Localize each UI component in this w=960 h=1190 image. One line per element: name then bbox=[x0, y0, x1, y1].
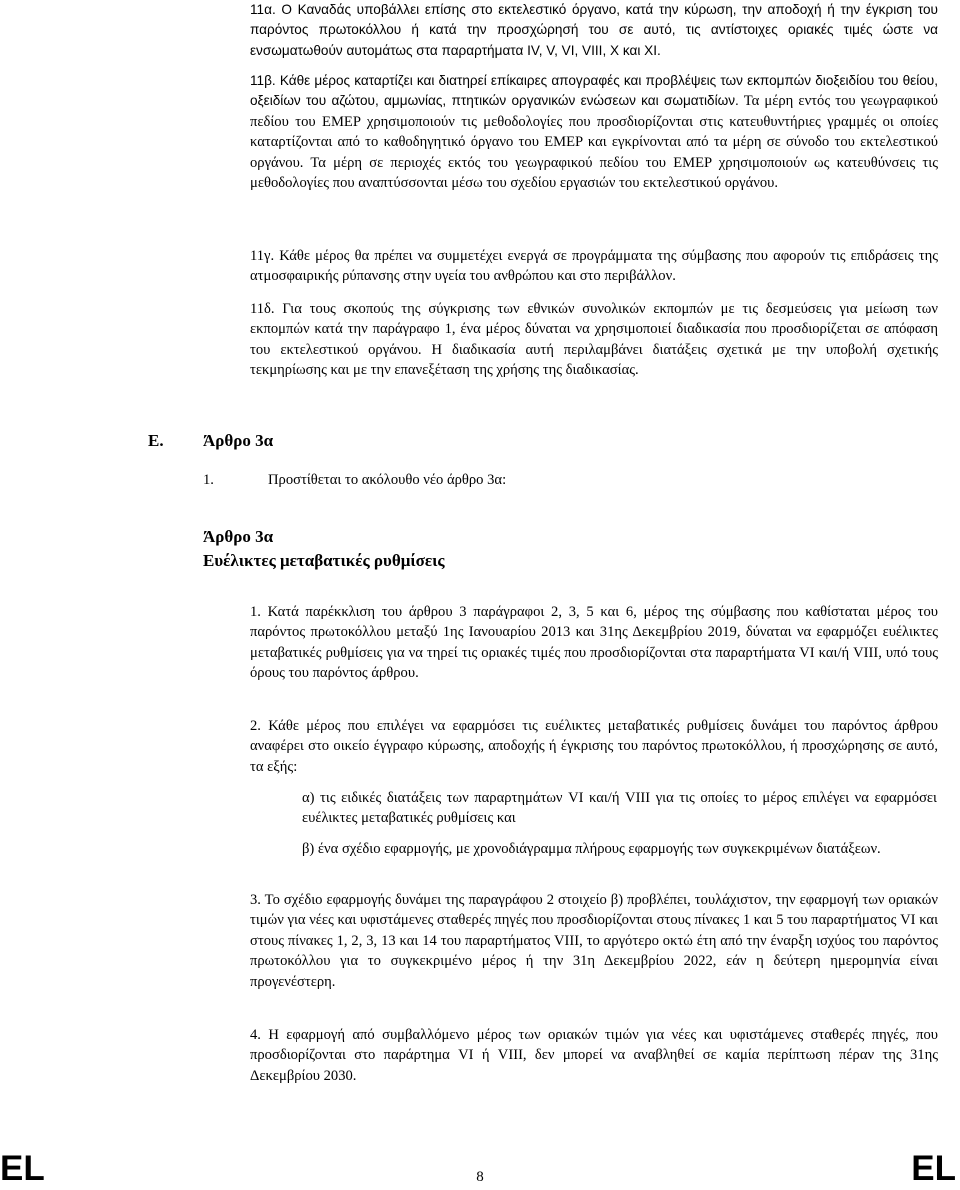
paragraph-11c: 11γ. Κάθε μέρος θα πρέπει να συμμετέχει ενεργά σε προγράμματα της σύμβασης που αφορούν τις επιδράσεις της ατμοσφαιρικής ρύπανσης στην υγεία του ανθρώπου και στο περιβάλλον. bbox=[250, 248, 938, 285]
article-paragraph-3: 3. Το σχέδιο εφαρμογής δυνάμει της παραγράφου 2 στοιχείο β) προβλέπει, τουλάχιστον, την εφαρμογή των οριακών τιμών για νέες και υφιστάμενες σταθερές πηγές που προσδιορίζονται στους πίνακες 1 και 5 του παραρτήματος VI και στους πίνακες 1, 2, 3, 13 και 14 του παραρτήματος VIII, το αργότερο οκτώ έτη από την έναρξη ισχύος του παρόντος πρωτοκόλλου για το συγκεκριμένο μέρος ή την 31η Δεκεμβρίου 2022, εάν η δεύτερη ημερομηνία είναι προγενέστερη. bbox=[250, 892, 938, 990]
footer-language-left: EL bbox=[0, 1149, 45, 1188]
article-paragraph-2b: β) ένα σχέδιο εφαρμογής, με χρονοδιάγραμμα πλήρους εφαρμογής των συγκεκριμένων διατάξεων. bbox=[302, 841, 881, 857]
section-title: Άρθρο 3α bbox=[203, 431, 274, 450]
page-number: 8 bbox=[476, 1169, 484, 1185]
footer-language-right: EL bbox=[911, 1149, 956, 1188]
paragraph-11b-part2: Τα μέρη εντός του γεωγραφικού πεδίου του EMEP χρησιμοποιούν τις μεθοδολογίες που προσδιορίζονται στις κατευθυντήριες γραμμές οι οποίες καταρτίζονται από το καθοδηγητικό όργανο του EMEP και εγκρίνονται από τα μέρη σε σύνοδο του εκτελεστικού οργάνου. Τα μέρη σε περιοχές εκτός του γεωγραφικού πεδίου του EMEP χρησιμοποιούν ως κατευθύνσεις τις μεθοδολογίες που αναπτύσσονται μέσω του σχεδίου εργασιών του εκτελεστικού οργάνου. bbox=[250, 93, 939, 192]
article-paragraph-4: 4. Η εφαρμογή από συμβαλλόμενο μέρος των οριακών τιμών για νέες και υφιστάμενες σταθερές πηγές, που προσδιορίζονται στο παράρτημα VI ή VIII, δεν μπορεί να αναβληθεί σε καμία περίπτωση πέραν της 31ης Δεκεμβρίου 2030. bbox=[250, 1027, 938, 1084]
article-paragraph-2a: α) τις ειδικές διατάξεις των παραρτημάτων VI και/ή VIII για τις οποίες το μέρος επιλέγει να εφαρμόσει ευέλικτες μεταβατικές ρυθμίσεις και bbox=[302, 790, 937, 827]
section-letter: E. bbox=[148, 431, 164, 450]
article-subtitle: Ευέλικτες μεταβατικές ρυθμίσεις bbox=[203, 551, 445, 570]
paragraph-11a: 11α. Ο Καναδάς υποβάλλει επίσης στο εκτελεστικό όργανο, κατά την κύρωση, την αποδοχή ή την έγκριση του παρόντος πρωτοκόλλου ή κατά την προσχώρησή του σε αυτό, τις αντίστοιχες οριακές τιμές ώστε να ενσωματωθούν αυτομάτως στα παραρτήματα IV, V, VI, VIII, X και XI. bbox=[250, 2, 938, 58]
paragraph-11b bbox=[250, 71, 938, 193]
article-paragraph-1: 1. Κατά παρέκκλιση του άρθρου 3 παράγραφοι 2, 3, 5 και 6, μέρος της σύμβασης που καθίσταται μέρος του παρόντος πρωτοκόλλου μεταξύ 1ης Ιανουαρίου 2013 και 31ης Δεκεμβρίου 2019, δύναται να εφαρμόζει ευέλικτες μεταβατικές ρυθμίσεις για να τηρεί τις οριακές τιμές που προσδιορίζονται στα παραρτήματα VI και/ή VIII, υπό τους όρους του παρόντος άρθρου. bbox=[250, 604, 938, 682]
section-item-text: Προστίθεται το ακόλουθο νέο άρθρο 3α: bbox=[268, 472, 507, 488]
article-paragraph-2: 2. Κάθε μέρος που επιλέγει να εφαρμόσει τις ευέλικτες μεταβατικές ρυθμίσεις δυνάμει του παρόντος άρθρου αναφέρει στο οικείο έγγραφο κύρωσης, αποδοχής ή έγκρισης του παρόντος πρωτοκόλλου, ή προσχώρησης σε αυτό, τα εξής: bbox=[250, 718, 938, 775]
paragraph-11b-part1: 11β. Κάθε μέρος καταρτίζει και διατηρεί επίκαιρες απογραφές και προβλέψεις των εκπομπών διοξειδίου του θείου, οξειδίων του αζώτου, αμμωνίας, πτητικών οργανικών ενώσεων και σωματιδίων. bbox=[250, 73, 938, 109]
article-title: Άρθρο 3α bbox=[203, 527, 274, 546]
section-item-number: 1. bbox=[203, 472, 214, 488]
paragraph-11d: 11δ. Για τους σκοπούς της σύγκρισης των εθνικών συνολικών εκπομπών με τις δεσμεύσεις για μείωση των εκπομπών κατά την παράγραφο 1, ένα μέρος δύναται να χρησιμοποιεί διαδικασία που προσδιορίζεται σε απόφαση του εκτελεστικού οργάνου. Η διαδικασία αυτή περιλαμβάνει διατάξεις σχετικά με την υποβολή σχετικής τεκμηρίωσης και με την επανεξέταση της χρήσης της διαδικασίας. bbox=[250, 301, 938, 379]
